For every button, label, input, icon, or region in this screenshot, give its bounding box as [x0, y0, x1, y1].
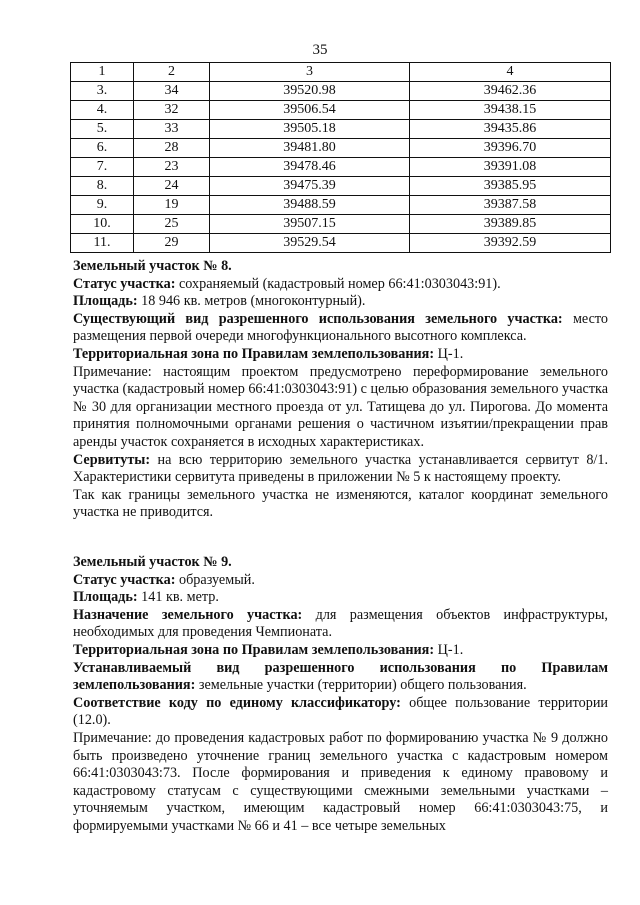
table-cell: 19	[134, 196, 210, 215]
table-cell: 39478.46	[210, 158, 410, 177]
header-cell: 1	[71, 63, 134, 82]
plot-9-purpose-value: для размещения объектов инфраструктуры, необходимых для проведения Чемпионата.	[73, 606, 608, 641]
plot-9-use-value: земельные участки (территории) общего пользования.	[195, 677, 527, 694]
plot-8-note: Примечание: настоящим проектом предусмотрено переформирование земельного участка (кадастровый номер 66:41:0303043:91) с целью образования земельного участка № 30 для организации местного проезда от ул. Татищева до ул. Пирогова. До момента принятия полномочными органами решения о частичном изъятии/прекращении прав аренды участок сохраняется в исходных характеристиках.	[73, 363, 608, 450]
plot-8-closing: Так как границы земельного участка не изменяются, каталог координат земельного участка не приводится.	[73, 486, 608, 521]
plot-9-note: Примечание: до проведения кадастровых работ по формированию участка № 9 должно быть произведено уточнение границ земельного участка с кадастровым номером 66:41:0303043:73. После формирования и приведения к единому правовому и кадастровому статусам с существующими смежными земельными участками – уточняемым участком, имеющим кадастровый номер 66:41:0303043:75, и формируемыми участками № 66 и 41 – все четыре земельных	[73, 729, 608, 834]
table-cell: 39520.98	[210, 82, 410, 101]
plot-9-zone-value: Ц-1.	[434, 641, 464, 658]
plot-8-use-value: место размещения первой очереди многофункционального высотного комплекса.	[73, 310, 608, 345]
page-number: 35	[312, 42, 328, 58]
table-cell: 39506.54	[210, 101, 410, 120]
table-cell: 24	[134, 177, 210, 196]
plot-9-classifier-label: Соответствие коду по единому классификатору:	[73, 694, 401, 711]
table-row	[71, 177, 611, 196]
plot-8-servitude-label: Сервитуты:	[73, 451, 151, 468]
table-cell: 39385.95	[410, 177, 611, 196]
plot-8-area-label: Площадь:	[73, 293, 138, 310]
table-cell: 10.	[71, 215, 134, 234]
table-cell: 4.	[71, 101, 134, 120]
table-cell: 39462.36	[410, 82, 611, 101]
plot-8-zone-label: Территориальная зона по Правилам землепользования:	[73, 345, 435, 362]
plot-9-area-value: 141 кв. метр.	[137, 589, 219, 606]
table-row	[71, 215, 611, 234]
header-cell: 2	[134, 63, 210, 82]
table-row	[71, 234, 611, 253]
table-cell: 39481.80	[210, 139, 410, 158]
plot-8-status-value: сохраняемый (кадастровый номер 66:41:0303043:91).	[175, 275, 501, 292]
table-cell: 9.	[71, 196, 134, 215]
table-cell: 6.	[71, 139, 134, 158]
plot-8-servitude-value: на всю территорию земельного участка устанавливается сервитут 8/1. Характеристики сервитута приведены в приложении № 5 к настоящему проекту.	[73, 451, 608, 486]
table-header-row	[71, 63, 611, 82]
coordinates-table	[70, 62, 611, 253]
plot-9-status-value: образуемый.	[175, 571, 255, 588]
plot-8-status-label: Статус участка:	[73, 275, 176, 292]
plot-9-zone-label: Территориальная зона по Правилам землепользования:	[73, 641, 435, 658]
table-cell: 39435.86	[410, 120, 611, 139]
table-cell: 39391.08	[410, 158, 611, 177]
table-cell: 25	[134, 215, 210, 234]
table-cell: 3.	[71, 82, 134, 101]
plot-9-title: Земельный участок № 9.	[73, 554, 232, 570]
table-cell: 28	[134, 139, 210, 158]
table-cell: 34	[134, 82, 210, 101]
table-row	[71, 120, 611, 139]
table-cell: 39529.54	[210, 234, 410, 253]
table-cell: 29	[134, 234, 210, 253]
plot-9-section	[73, 554, 608, 836]
plot-8-title: Земельный участок № 8.	[73, 258, 232, 274]
table-cell: 39396.70	[410, 139, 611, 158]
table-cell: 23	[134, 158, 210, 177]
header-cell: 3	[210, 63, 410, 82]
table-cell: 39505.18	[210, 120, 410, 139]
table-cell: 32	[134, 101, 210, 120]
plot-9-status-label: Статус участка:	[73, 571, 176, 588]
plot-9-classifier-value: общее пользование территории (12.0).	[73, 694, 609, 729]
plot-8-section	[73, 258, 608, 522]
table-cell: 39387.58	[410, 196, 611, 215]
plot-8-use-label: Существующий вид разрешенного использования земельного участка:	[73, 310, 563, 327]
table-row	[71, 139, 611, 158]
table-cell: 39392.59	[410, 234, 611, 253]
table-row	[71, 82, 611, 101]
table-row	[71, 158, 611, 177]
table-cell: 39475.39	[210, 177, 410, 196]
table-cell: 33	[134, 120, 210, 139]
header-cell: 4	[410, 63, 611, 82]
table-row	[71, 196, 611, 215]
table-row	[71, 101, 611, 120]
table-cell: 8.	[71, 177, 134, 196]
plot-9-area-label: Площадь:	[73, 589, 138, 606]
plot-8-area-value: 18 946 кв. метров (многоконтурный).	[137, 293, 366, 310]
table-cell: 39438.15	[410, 101, 611, 120]
table-body	[71, 63, 611, 253]
table-cell: 5.	[71, 120, 134, 139]
table-cell: 7.	[71, 158, 134, 177]
table-cell: 11.	[71, 234, 134, 253]
plot-9-use-label: Устанавливаемый вид разрешенного использования по Правилам землепользования:	[73, 659, 608, 694]
table-cell: 39389.85	[410, 215, 611, 234]
plot-9-purpose-label: Назначение земельного участка:	[73, 606, 303, 623]
table-cell: 39488.59	[210, 196, 410, 215]
plot-8-zone-value: Ц-1.	[434, 345, 464, 362]
table-cell: 39507.15	[210, 215, 410, 234]
